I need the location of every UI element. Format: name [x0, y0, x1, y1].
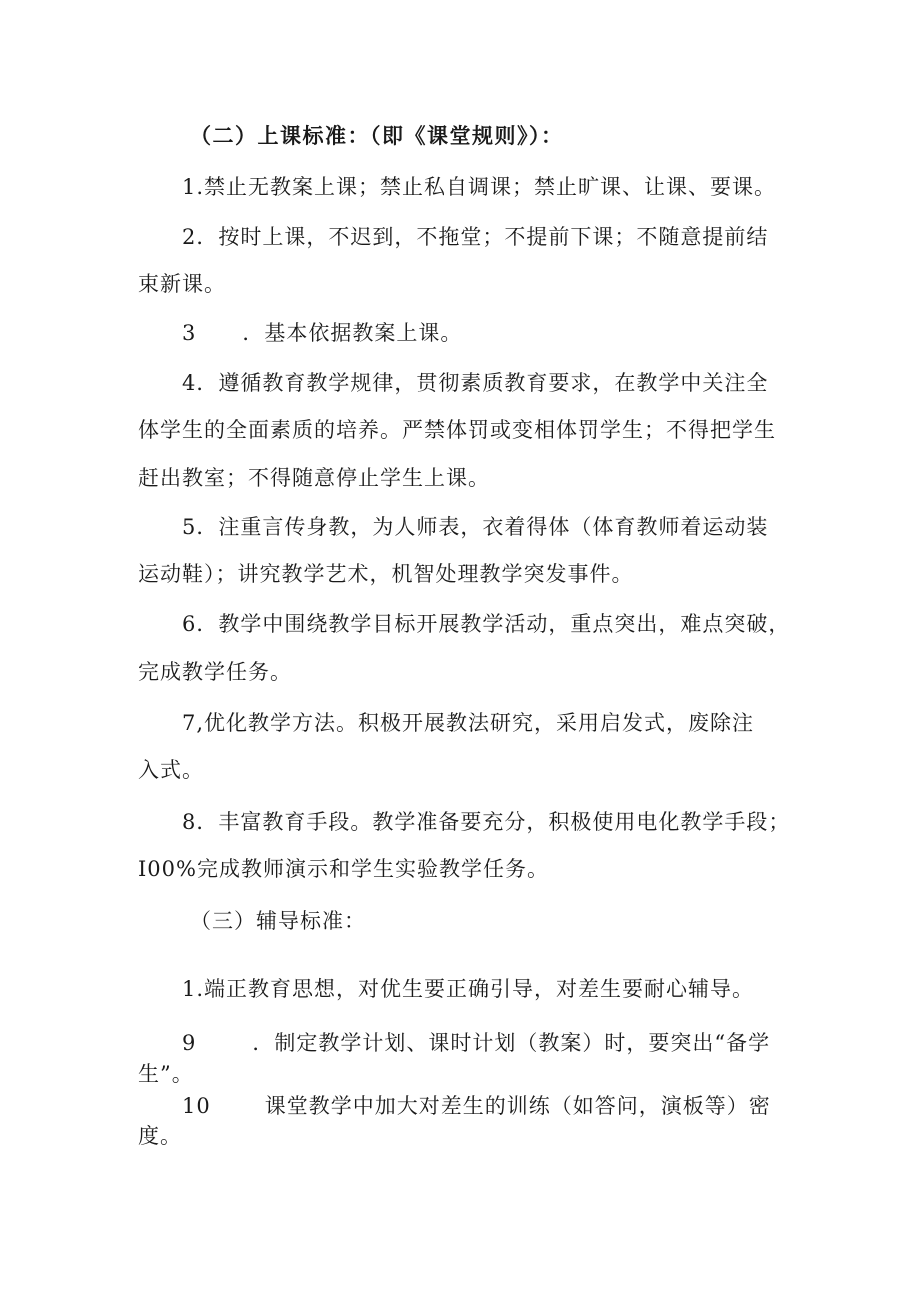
item-4-line-1: 4．遵循教育教学规律，贯彻素质教育要求，在教学中关注全 — [182, 371, 769, 395]
section-heading-tutoring-standards: （三）辅导标准： — [190, 909, 366, 933]
item-2-line-1: 2．按时上课，不迟到，不拖堂；不提前下课；不随意提前结 — [182, 225, 769, 249]
tutor-item-9-text: ．制定教学计划、课时计划（教案）时，要突出“备学 — [252, 1031, 771, 1055]
tutor-item-9-number: 9 — [182, 1031, 197, 1055]
tutor-item-10-number: 10 — [182, 1094, 211, 1118]
item-8-line-1: 8．丰富教育手段。教学准备要充分，积极使用电化教学手段； — [182, 810, 791, 834]
item-4-line-2: 体学生的全面素质的培养。严禁体罚或变相体罚学生；不得把学生 — [138, 418, 776, 442]
item-7-line-2: 入式。 — [138, 758, 204, 782]
item-6-line-2: 完成教学任务。 — [138, 660, 292, 684]
tutor-item-1: 1.端正教育思想，对优生要正确引导，对差生要耐心辅导。 — [182, 977, 755, 1001]
tutor-item-9-line-1 — [182, 1030, 770, 1056]
item-8-line-2: I00%完成教师演示和学生实验教学任务。 — [138, 857, 549, 881]
tutor-item-9-line-2: 生”。 — [138, 1062, 194, 1086]
item-2-line-2: 束新课。 — [138, 272, 226, 296]
tutor-item-10-line-2: 度。 — [138, 1124, 182, 1148]
item-5-line-1: 5．注重言传身教，为人师表，衣着得体（体育教师着运动装 — [182, 515, 769, 539]
tutor-item-10-line-1 — [182, 1093, 771, 1119]
item-5-line-2: 运动鞋）；讲究教学艺术，机智处理教学突发事件。 — [138, 562, 634, 586]
item-1: 1.禁止无教案上课；禁止私自调课；禁止旷课、让课、要课。 — [182, 175, 777, 199]
item-6-line-1: 6．教学中围绕教学目标开展教学活动，重点突出，难点突破， — [182, 612, 791, 636]
item-3-text: ．基本依据教案上课。 — [242, 321, 463, 345]
item-7-line-1: 7,优化教学方法。积极开展教法研究，采用启发式，废除注 — [182, 711, 755, 735]
tutor-item-10-text: 课堂教学中加大对差生的训练（如答问，演板等）密 — [264, 1094, 771, 1118]
item-3 — [182, 320, 462, 346]
item-3-number: 3 — [182, 321, 197, 345]
item-4-line-3: 赶出教室；不得随意停止学生上课。 — [138, 466, 490, 490]
section-heading-class-standards: （二）上课标准：（即《课堂规则》）： — [190, 123, 564, 148]
